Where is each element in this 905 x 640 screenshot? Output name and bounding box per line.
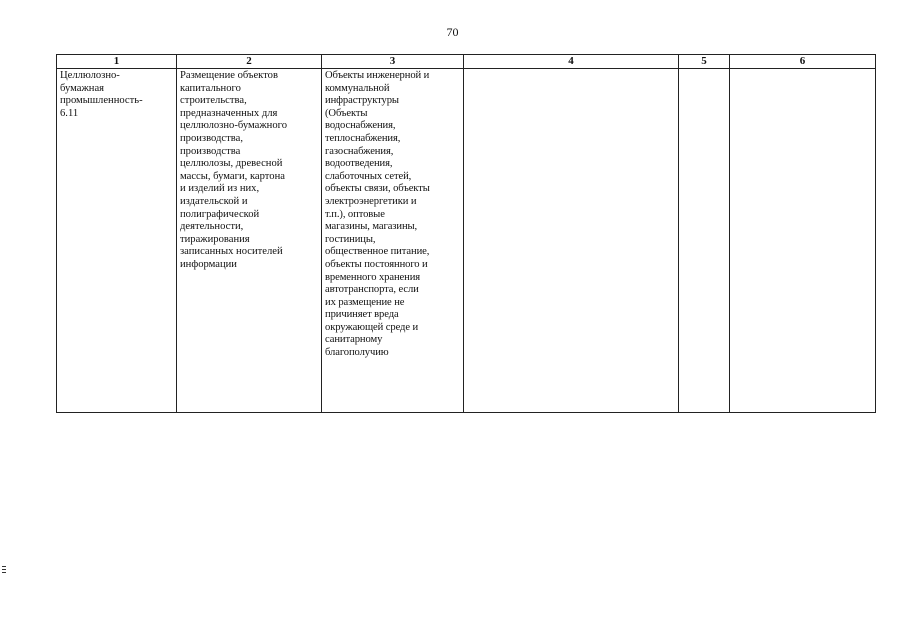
- cell-text-line: массы, бумаги, картона: [180, 170, 285, 182]
- cell-text-line: коммунальной: [325, 82, 390, 94]
- cell-text-line: гостиницы,: [325, 233, 376, 245]
- cell-text-line: газоснабжения,: [325, 145, 394, 157]
- cell-text-line: их размещение не: [325, 296, 405, 308]
- cell-text-line: и изделий из них,: [180, 183, 260, 195]
- cell-col-6: [730, 69, 876, 413]
- cell-col-4: [464, 69, 679, 413]
- cell-text-line: строительства,: [180, 95, 247, 107]
- cell-text-line: предназначенных для: [180, 107, 278, 119]
- cell-text-line: (Объекты: [325, 107, 368, 119]
- cell-text-line: теплоснабжения,: [325, 132, 401, 144]
- cell-text-line: Целлюлозно-: [60, 70, 120, 81]
- cell-text-line: производства: [180, 145, 241, 157]
- cell-text-line: магазины, магазины,: [325, 221, 418, 233]
- cell-text-line: причиняет вреда: [325, 309, 399, 321]
- table-row: [57, 69, 876, 413]
- cell-text-line: объекты связи, объекты: [325, 183, 430, 195]
- cell-text-line: капитального: [180, 82, 241, 94]
- scan-margin-mark: [2, 566, 6, 575]
- header-col-6: 6: [730, 55, 876, 69]
- cell-text-line: деятельности,: [180, 221, 244, 233]
- cell-text-line: издательской и: [180, 195, 248, 207]
- cell-land-use-description: [177, 69, 322, 413]
- cell-text-line: санитарному: [325, 334, 383, 346]
- cell-text-line: окружающей среде и: [325, 321, 419, 333]
- cell-land-use-name: [57, 69, 177, 413]
- cell-col-5: [679, 69, 730, 413]
- cell-text-line: полиграфической: [180, 208, 260, 220]
- cell-text-line: промышленность-: [60, 95, 143, 107]
- cell-text-line: целлюлозно-бумажного: [180, 120, 287, 132]
- cell-auxiliary-uses: [322, 69, 464, 413]
- header-col-2: 2: [177, 55, 322, 69]
- cell-text-line: Объекты инженерной и: [325, 70, 430, 81]
- cell-text-line: 6.11: [60, 107, 79, 119]
- cell-text-line: объекты постоянного и: [325, 258, 428, 270]
- cell-text-line: электроэнергетики и: [325, 195, 417, 207]
- cell-text-line: слаботочных сетей,: [325, 170, 412, 182]
- cell-text-line: благополучию: [325, 347, 389, 359]
- cell-text-line: целлюлозы, древесной: [180, 158, 283, 170]
- cell-text-line: тиражирования: [180, 233, 250, 245]
- cell-text-line: автотранспорта, если: [325, 284, 419, 296]
- cell-text-line: водоснабжения,: [325, 120, 396, 132]
- cell-text-line: производства,: [180, 132, 243, 144]
- header-col-3: 3: [322, 55, 464, 69]
- cell-text-line: Размещение объектов: [180, 70, 278, 81]
- zoning-table: [56, 54, 876, 413]
- cell-text-line: временного хранения: [325, 271, 421, 283]
- cell-text-line: информации: [180, 258, 237, 270]
- header-col-4: 4: [464, 55, 679, 69]
- table-header-row: [57, 55, 876, 69]
- cell-text-line: водоотведения,: [325, 158, 393, 170]
- cell-text-line: записанных носителей: [180, 246, 283, 258]
- cell-text-line: т.п.), оптовые: [325, 208, 385, 220]
- page-number: 70: [446, 25, 459, 39]
- header-col-1: 1: [57, 55, 177, 69]
- header-col-5: 5: [679, 55, 730, 69]
- cell-text-line: общественное питание,: [325, 246, 430, 258]
- cell-text-line: инфраструктуры: [325, 95, 399, 107]
- cell-text-line: бумажная: [60, 82, 105, 94]
